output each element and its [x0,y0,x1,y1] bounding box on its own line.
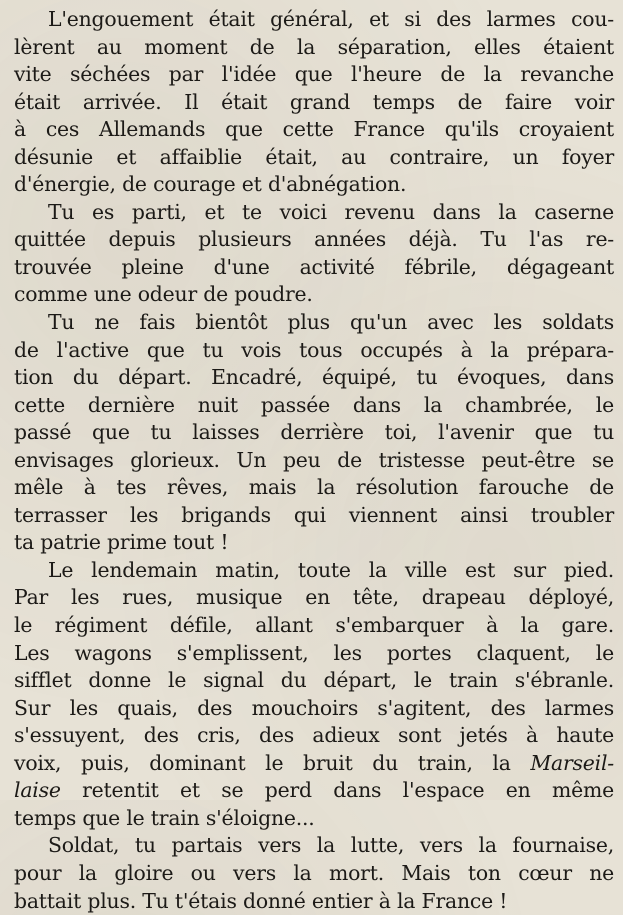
text-line: Le lendemain matin, toute la ville est sur pied. [14,557,614,585]
text-line: d'énergie, de courage et d'abnégation. [14,171,614,199]
paragraph [14,557,614,832]
text-line: était arrivée. Il était grand temps de faire voir [14,89,614,117]
text-line: temps que le train s'éloigne... [14,805,614,833]
text-line: sifflet donne le signal du départ, le train s'ébranle. [14,667,614,695]
text-line: de l'active que tu vois tous occupés à la prépara- [14,337,614,365]
paragraph [14,309,614,557]
text-line: cette dernière nuit passée dans la chambrée, le [14,392,614,420]
text-line: passé que tu laisses derrière toi, l'avenir que tu [14,419,614,447]
text-line: mêle à tes rêves, mais la résolution farouche de [14,474,614,502]
text-line: Les wagons s'emplissent, les portes claquent, le [14,640,614,668]
text-line: à ces Allemands que cette France qu'ils croyaient [14,116,614,144]
text-line: lèrent au moment de la séparation, elles étaient [14,34,614,62]
book-page [14,6,614,796]
text-line: ta patrie prime tout ! [14,529,614,557]
text-line [14,750,614,778]
text-line: Soldat, tu partais vers la lutte, vers la fournaise, [14,832,614,860]
text-segment: retentit et se perd dans l'espace en même [61,778,614,802]
paragraph [14,6,614,199]
text-line: le régiment défile, allant s'embarquer à la gare. [14,612,614,640]
italic-title: Marseil- [530,751,614,775]
text-line: Tu ne fais bientôt plus qu'un avec les soldats [14,309,614,337]
text-line: s'essuyent, des cris, des adieux sont jetés à haute [14,722,614,750]
italic-title: laise [14,778,61,802]
text-line: Par les rues, musique en tête, drapeau déployé, [14,584,614,612]
text-line: quittée depuis plusieurs années déjà. Tu l'as re- [14,226,614,254]
paragraph [14,199,614,309]
text-line: vite séchées par l'idée que l'heure de la revanche [14,61,614,89]
text-line: Tu es parti, et te voici revenu dans la caserne [14,199,614,227]
text-line: désunie et affaiblie était, au contraire, un foyer [14,144,614,172]
paragraph [14,832,614,915]
text-line: trouvée pleine d'une activité fébrile, dégageant [14,254,614,282]
text-line: Sur les quais, des mouchoirs s'agitent, des larmes [14,695,614,723]
text-line: envisages glorieux. Un peu de tristesse peut-être se [14,447,614,475]
text-line: comme une odeur de poudre. [14,281,614,309]
text-line: battait plus. Tu t'étais donné entier à la France ! [14,888,614,915]
text-line: pour la gloire ou vers la mort. Mais ton cœur ne [14,860,614,888]
text-line: tion du départ. Encadré, équipé, tu évoques, dans [14,364,614,392]
text-line: L'engouement était général, et si des larmes cou- [14,6,614,34]
text-line [14,777,614,805]
text-segment: voix, puis, dominant le bruit du train, la [14,751,530,775]
text-line: terrasser les brigands qui viennent ainsi troubler [14,502,614,530]
